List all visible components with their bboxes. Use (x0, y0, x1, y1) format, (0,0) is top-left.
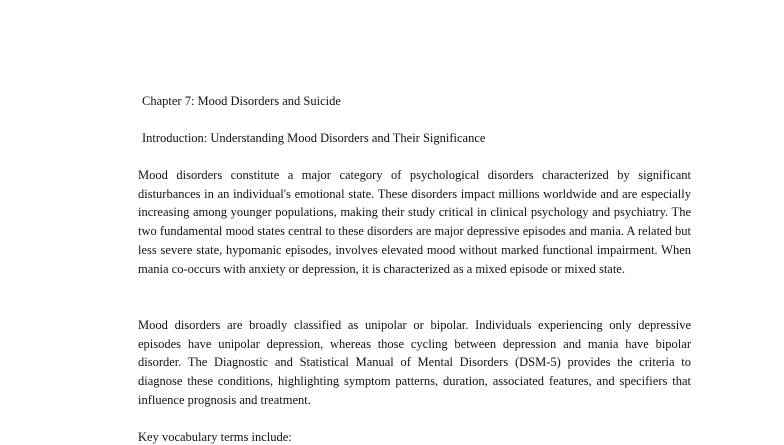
chapter-title: Chapter 7: Mood Disorders and Suicide (142, 94, 341, 108)
vocabulary-intro: Key vocabulary terms include: (138, 430, 292, 444)
body-paragraph: Mood disorders constitute a major category of psychological disorders characterized by significant disturbances in an individual's emotional state. These disorders impact millions worldwide and are especially increasing among younger populations, making their study critical in clinical psychology and psychiatry. The two fundamental mood states central to these disorders are major depressive episodes and mania. A related but less severe state, hypomanic episodes, involves elevated mood without marked functional impairment. When mania co-occurs with anxiety or depression, it is characterized as a mixed episode or mixed state. (138, 168, 691, 276)
body-paragraph: Mood disorders are broadly classified as unipolar or bipolar. Individuals experiencing only depressive episodes have unipolar depression, whereas those cycling between depression and mania have bipolar disorder. The Diagnostic and Statistical Manual of Mental Disorders (DSM-5) provides the criteria to diagnose these conditions, highlighting symptom patterns, duration, associated features, and specifiers that influence prognosis and treatment. (138, 318, 691, 407)
section-title: Introduction: Understanding Mood Disorders and Their Significance (142, 131, 486, 145)
